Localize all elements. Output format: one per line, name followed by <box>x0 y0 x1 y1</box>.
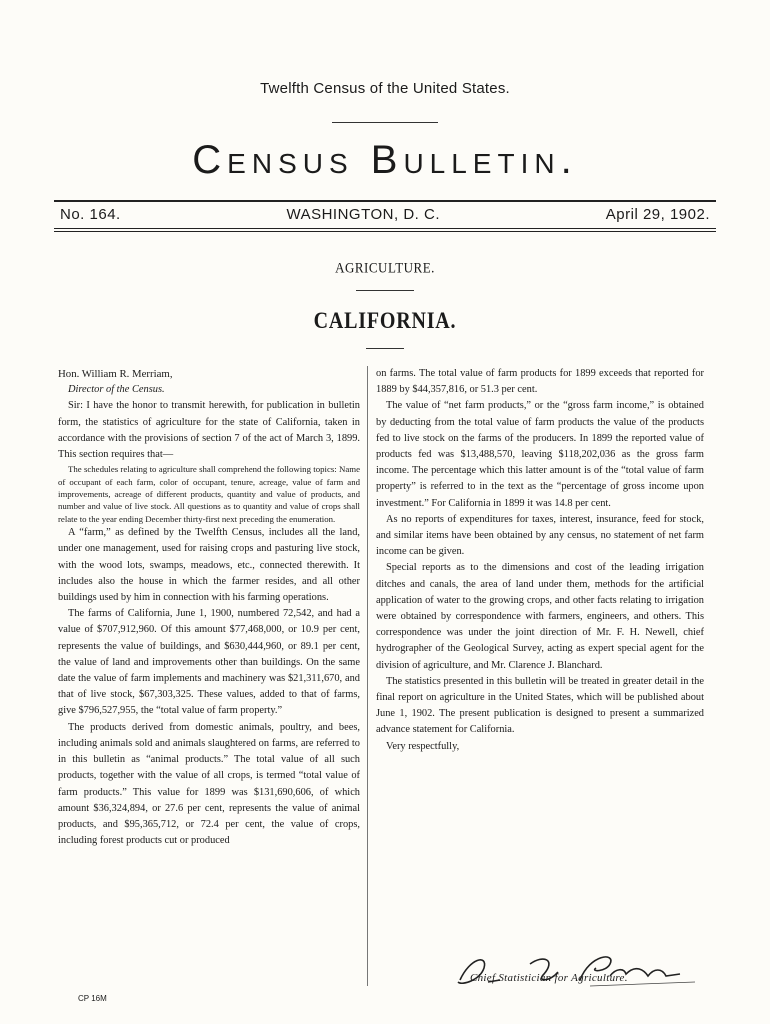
paragraph: The statistics presented in this bulletin will be treated in greater detail in the final report on agriculture in the United States, which will be published about June 1, 1902. The present publication is designed to present a summarized advance statement for California. <box>376 675 704 736</box>
paragraph: As no reports of expenditures for taxes, interest, insurance, feed for stock, and similar items have been obtained by any census, no statement of net farm income can be given. <box>376 513 704 558</box>
masthead-bottom-rule-2 <box>54 231 716 232</box>
paragraph: The farms of California, June 1, 1900, numbered 72,542, and had a value of $707,912,960. Of this amount $77,468,000, or 10.9 per cent, represents the value of buildings, and $630,444,960, or 89.1 per cent, the value of land and improvements other than buildings. On the same date the value of farm implements and machinery was $21,311,670, and that of live stock, $67,303,325. These values, added to that of farms, give $796,527,955, the “total value of farm property.” <box>58 608 360 717</box>
right-column <box>376 366 704 755</box>
closing: Very respectfully, <box>386 740 460 752</box>
masthead-top-rule <box>54 200 716 202</box>
bulletin-number: No. 164. <box>60 206 121 223</box>
issue-date: April 29, 1902. <box>605 206 710 223</box>
bulletin-title: Census Bulletin. <box>192 138 578 182</box>
paragraph: The products derived from domestic animals, poultry, and bees, including animals sold and animals slaughtered on farms, are referred to in this bulletin as “animal products.” The total value of all such products, together with the value of all crops, is termed “total value of farm products.” This value for 1899 was $131,690,606, of which amount $36,324,894, or 27.6 per cent, represents the value of animal products, and $95,365,712, or 72.4 per cent, the value of crops, including forest products cut or produced <box>58 721 360 847</box>
masthead <box>60 206 710 223</box>
paragraph: Special reports as to the dimensions and cost of the leading irrigation ditches and canals, the area of land under them, methods for the artificial application of water to the growing crops, and other facts relating to irrigation were obtained by correspondence with farmers, engineers, and others. This correspondence was under the joint direction of Mr. F. H. Newell, chief hydrographer of the Geological Survey, acting as expert special agent for the division of agriculture, and Mr. Clarence J. Blanchard. <box>376 562 704 671</box>
paragraph: Sir: I have the honor to transmit herewith, for publication in bulletin form, the statistics of agriculture for the state of California, taken in accordance with the provisions of section 7 of the act of March 3, 1899. This section requires that— <box>58 400 360 461</box>
paragraph: A “farm,” as defined by the Twelfth Census, includes all the land, under one management, used for raising crops and pasturing live stock, with the wood lots, swamps, meadows, etc., connected therewith. It includes also the house in which the farmer resides, and all other buildings used by him in connection with his farming operations. <box>58 527 360 604</box>
footer-code: CP 16M <box>78 994 107 1003</box>
addressee: Hon. William R. Merriam, <box>58 368 173 380</box>
title-rule <box>332 122 438 123</box>
addressee-title: Director of the Census. <box>68 384 165 396</box>
left-column <box>58 366 360 849</box>
paragraph: The value of “net farm products,” or the “gross farm income,” is obtained by deducting from the total value of farm products the value of the products fed to live stock on the farms of the producers. In 1899 the reported value of products fed was $13,488,570, leaving $118,202,036 as the gross farm income. The percentage which this latter amount is of the “total value of farm property” is referred to in the text as the “percentage of gross income upon investment.” For California in 1899 it was 14.8 per cent. <box>376 400 704 509</box>
state-rule <box>366 348 404 349</box>
place: WASHINGTON, D. C. <box>286 206 440 223</box>
section-heading: AGRICULTURE. <box>335 258 435 277</box>
quoted-law: The schedules relating to agriculture shall comprehend the following topics: Name of occupant of each farm, color of occupant, tenure, acreage, value of farm and improvements, acreage of different products, quantity and value of products, and number and value of live stock. All questions as to quantity and value of crops shall relate to the year ending December thirty-first next preceding the enumeration. <box>58 464 360 524</box>
signature-caption: Chief Statistician for Agriculture. <box>470 972 628 984</box>
section-rule <box>356 290 414 291</box>
masthead-bottom-rule <box>54 228 716 229</box>
paragraph: on farms. The total value of farm products for 1899 exceeds that reported for 1889 by $44,357,816, or 51.3 per cent. <box>376 368 704 396</box>
column-divider <box>367 366 368 986</box>
census-line: Twelfth Census of the United States. <box>260 80 510 97</box>
handwritten-signature <box>440 950 710 990</box>
state-heading: CALIFORNIA. <box>313 308 457 334</box>
